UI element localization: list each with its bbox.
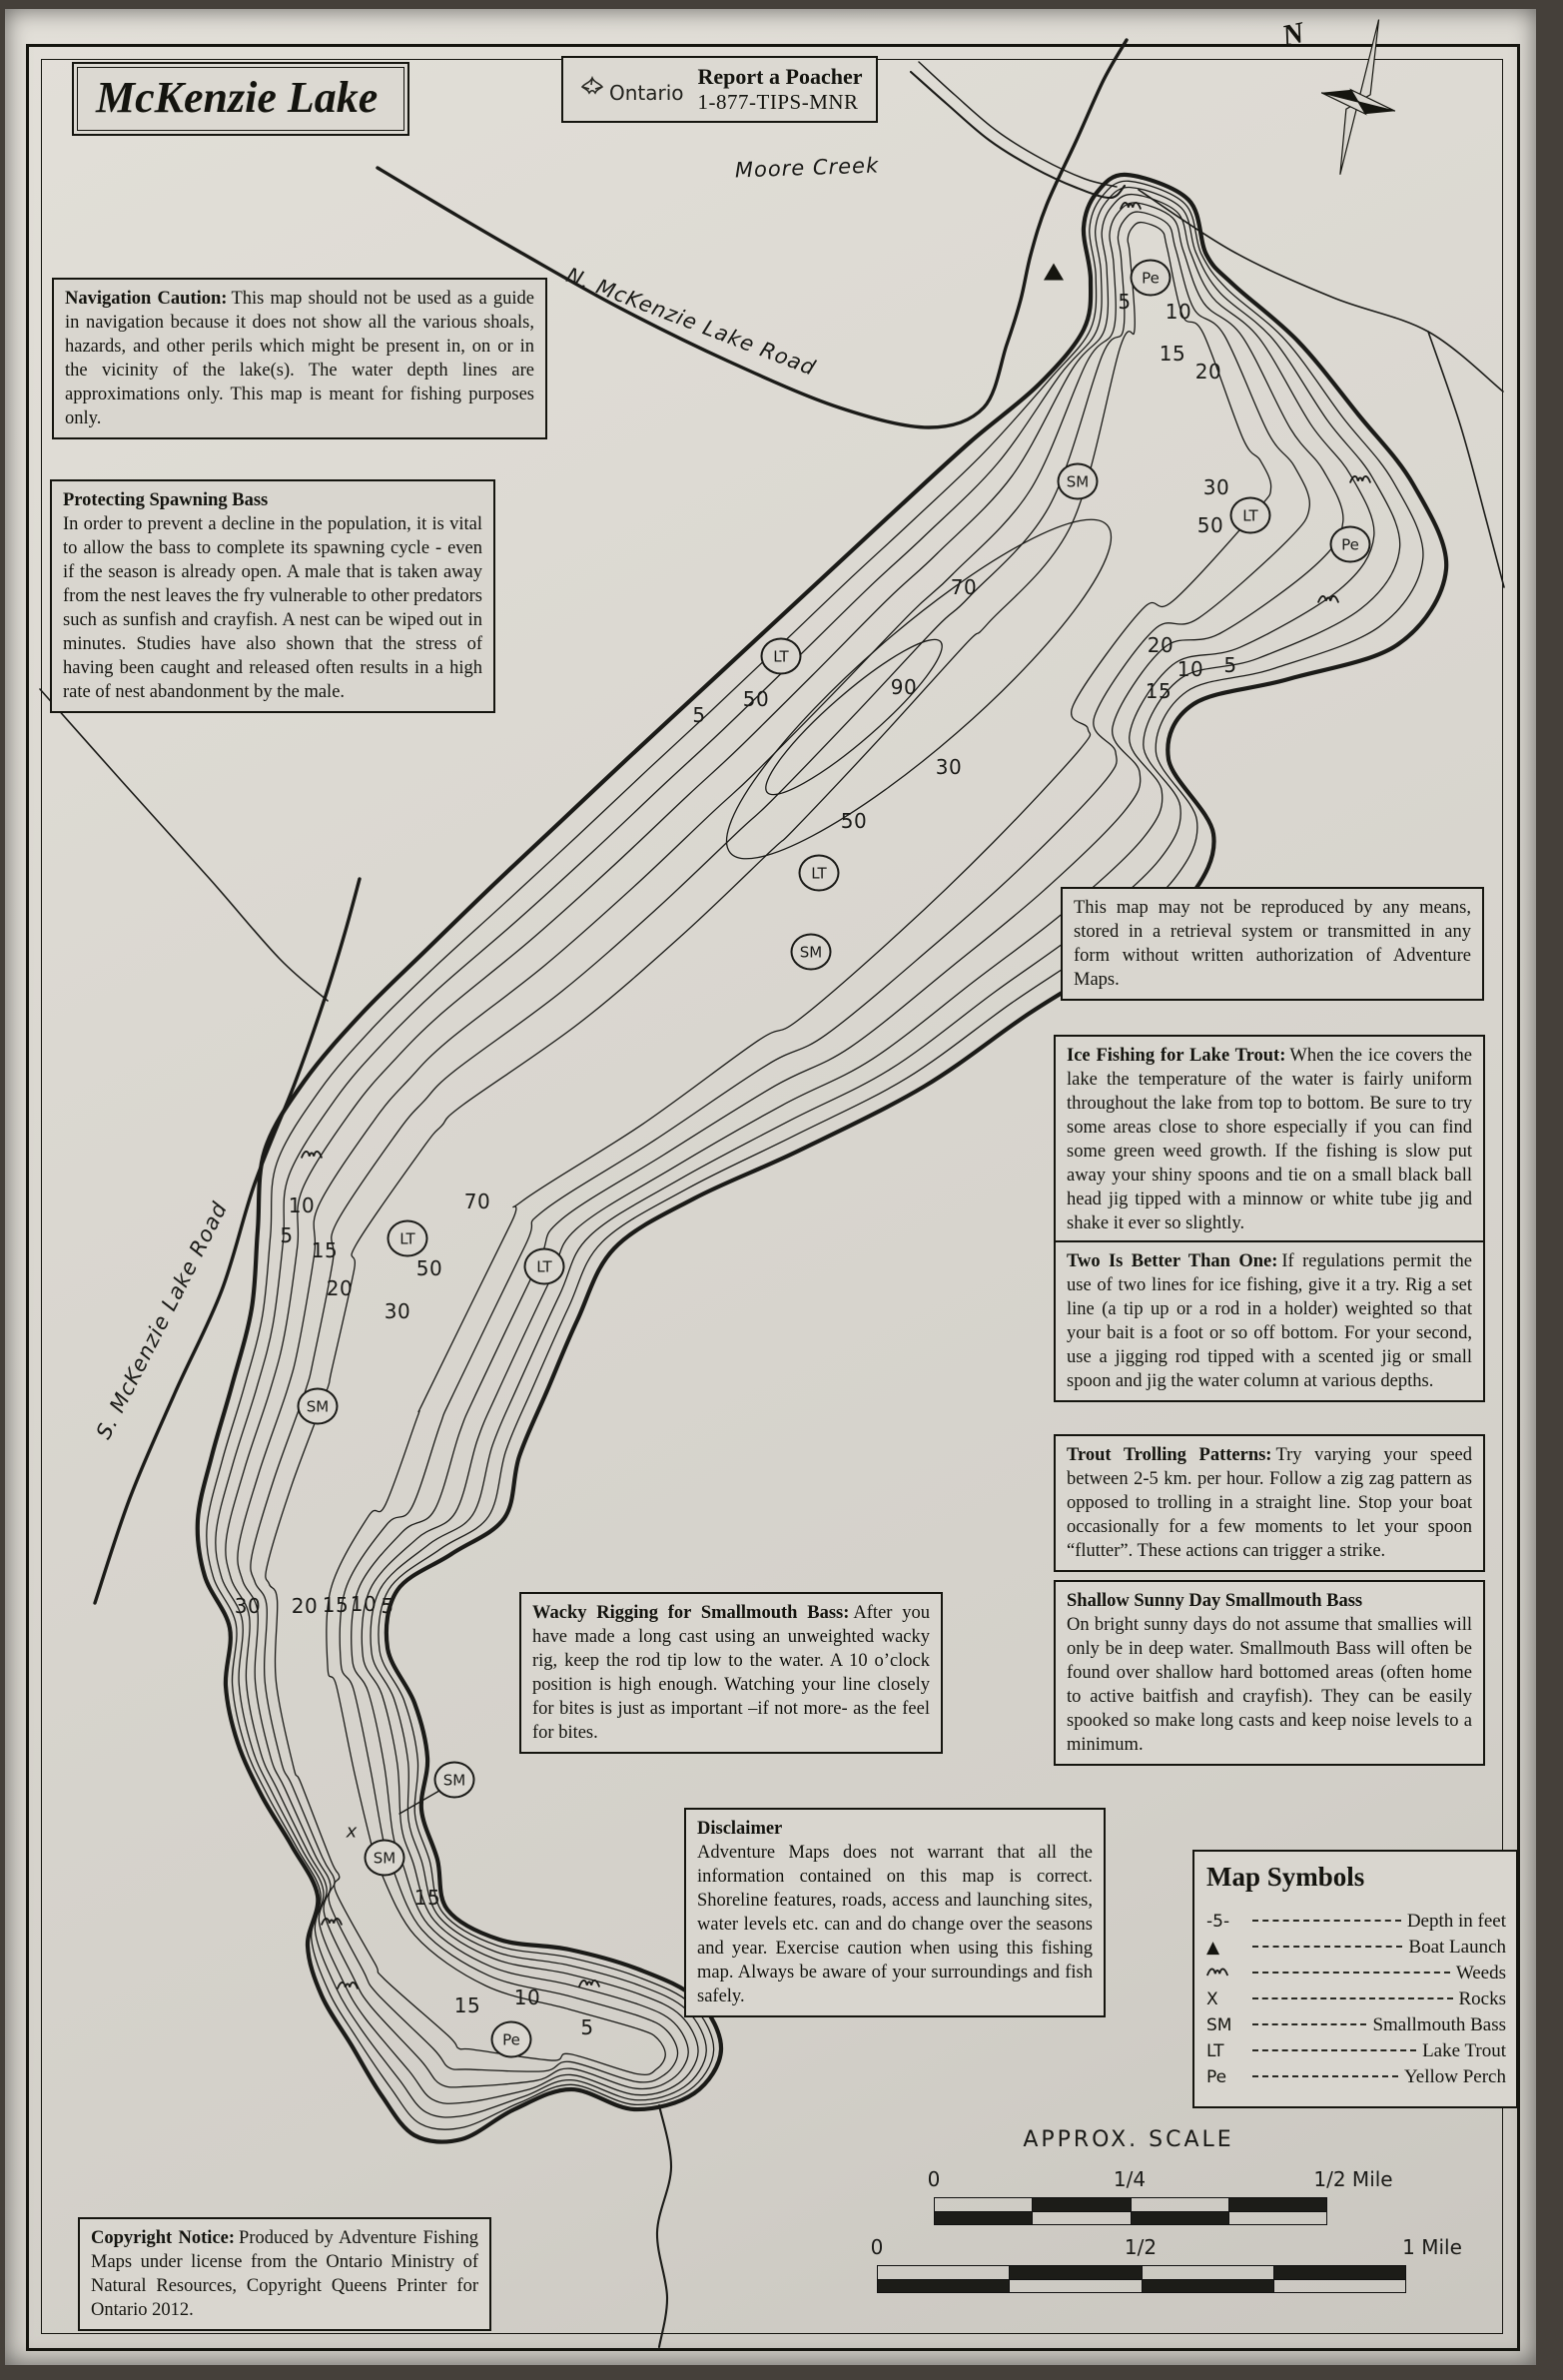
compass-north-label: N	[1278, 16, 1307, 53]
depth-label: 20	[1147, 633, 1174, 657]
depth-label: 10	[350, 1592, 378, 1616]
scale-title: APPROX. SCALE	[1023, 2127, 1234, 2152]
weeds-icon	[578, 1977, 600, 1995]
depth-label: 5	[1223, 653, 1237, 677]
reproduction-notice-text: This map may not be reproduced by any means, stored in a retrieval system or transmitted in any form without written authorization of Adventure Maps.	[1074, 898, 1471, 991]
legend-rows	[1206, 1911, 1506, 2088]
place-label: Moore Creek	[734, 153, 880, 183]
trolling-patterns-text: Try varying your speed between 2-5 km. per hour. Follow a zig zag pattern as opposed to trolling in a straight line. Stop your boat occasionally for a few moments to let your spoon “flutter”. These actions can trigger a strike.	[1067, 1445, 1472, 1562]
depth-label: 15	[311, 1238, 339, 1262]
map-symbols-legend	[1192, 1850, 1518, 2108]
weeds-icon	[301, 1148, 323, 1167]
trillium-icon	[577, 75, 607, 105]
fish-symbol-lt: LT	[1230, 497, 1271, 534]
depth-label: 50	[415, 1256, 443, 1280]
depth-label: 5	[1118, 290, 1132, 314]
rocks-icon: x	[346, 1821, 358, 1843]
legend-label: Yellow Perch	[1403, 2066, 1506, 2087]
legend-label: Rocks	[1458, 1988, 1506, 2009]
weeds-icon	[337, 1979, 359, 1997]
depth-label: 30	[384, 1299, 411, 1323]
legend-row	[1206, 2040, 1506, 2062]
legend-row	[1206, 1937, 1506, 1959]
depth-label: 50	[1196, 513, 1224, 537]
scale-bar-cell	[1010, 2266, 1142, 2279]
scale-bar-cell	[1010, 2280, 1142, 2293]
shallow-sunny-lead: Shallow Sunny Day Smallmouth Bass	[1067, 1591, 1363, 1611]
navigation-caution-lead: Navigation Caution:	[65, 289, 228, 309]
depth-label: 20	[1194, 360, 1222, 384]
depth-label: 15	[1145, 679, 1172, 703]
depth-label: 5	[280, 1223, 294, 1247]
scale-tick-label: 1 Mile	[1402, 2235, 1462, 2259]
legend-leader	[1252, 2074, 1398, 2077]
legend-leader	[1252, 1996, 1453, 1999]
scale-bar-cell	[878, 2280, 1010, 2293]
fish-symbol-sm: SM	[1058, 463, 1099, 500]
ontario-logo-text: Ontario	[609, 80, 684, 105]
legend-label: Boat Launch	[1408, 1937, 1506, 1958]
legend-label: Weeds	[1455, 1963, 1506, 1983]
fish-symbol-sm: SM	[434, 1762, 475, 1799]
scale-bar-cell	[1274, 2280, 1405, 2293]
depth-label: 15	[413, 1886, 441, 1910]
fish-symbol-lt: LT	[524, 1248, 565, 1285]
wacky-rigging-text: After you have made a long cast using an unweighted wacky rig, keep the rod tip low to the water. A 10 o’clock position is high enough. Watching your line closely for bites is just as important –if not more- as the feel for bites.	[532, 1603, 930, 1744]
trolling-patterns-lead: Trout Trolling Patterns:	[1067, 1445, 1272, 1465]
ice-fishing-lead: Ice Fishing for Lake Trout:	[1067, 1046, 1286, 1066]
copyright-lead: Copyright Notice:	[91, 2228, 236, 2248]
depth-label: 10	[1165, 300, 1192, 324]
shallow-sunny-note	[1054, 1580, 1485, 1766]
legend-symbol: SM	[1206, 2015, 1232, 2035]
spawning-bass-text: In order to prevent a decline in the population, it is vital to allow the bass to complete its spawning cycle - even if the season is already open. A male that is taken away from the nest leaves the fry vulnerable to other predators such as sunfish and crayfish. A nest can be wiped out in minutes. Studies have also shown that the stress of having been caught and released often results in a high rate of nest abandonment by the male.	[63, 514, 482, 703]
legend-title: Map Symbols	[1206, 1862, 1365, 1892]
depth-label: 10	[513, 1985, 541, 2009]
spawning-bass-note	[50, 479, 495, 713]
legend-row	[1206, 1911, 1506, 1933]
ontario-logo	[577, 75, 684, 105]
scale-bar-cell	[1033, 2198, 1131, 2211]
scale-bar-cell	[1229, 2212, 1326, 2225]
weeds-icon	[1206, 1964, 1252, 1983]
disclaimer-note	[684, 1808, 1106, 2017]
legend-symbol: X	[1206, 1989, 1218, 2009]
navigation-caution-text: This map should not be used as a guide in navigation because it does not show all the various shoals, hazards, and other perils which might be present in, on or in the vicinity of the lake(s). The water depth lines are approximations only. This map is meant for fishing purposes only.	[65, 289, 534, 429]
ice-fishing-text: When the ice covers the lake the temperature of the water is fairly uniform throughout the lake from top to bottom. Be sure to try some areas close to shore especially if you can find some green weed growth. If the fishing is slow put away your shiny spoons and tie on a small black ball head jig tipped with a minnow or white tube jig and shake it ever so slightly.	[1067, 1046, 1472, 1234]
trolling-patterns-note	[1054, 1434, 1485, 1572]
scale-bar-cell	[935, 2198, 1033, 2211]
depth-label: 70	[463, 1190, 491, 1213]
depth-label: 5	[580, 2015, 594, 2039]
scale-bar	[877, 2265, 1406, 2293]
scale-tick-label: 1/2 Mile	[1313, 2167, 1393, 2191]
depth-label: 15	[322, 1593, 350, 1617]
legend-leader	[1252, 1945, 1402, 1948]
scale-bar-cell	[878, 2266, 1010, 2279]
depth-label: 15	[1159, 342, 1186, 366]
weeds-icon	[1120, 199, 1142, 218]
navigation-caution-note	[52, 278, 547, 439]
two-lines-lead: Two Is Better Than One:	[1067, 1251, 1278, 1271]
scale-bar	[934, 2197, 1327, 2225]
fish-symbol-sm: SM	[365, 1840, 405, 1877]
scale-bar-cell	[1143, 2266, 1274, 2279]
fish-symbol-pe: Pe	[1131, 260, 1172, 297]
scale-bar-cell	[1132, 2198, 1229, 2211]
wacky-rigging-note	[519, 1592, 943, 1754]
depth-label: 50	[742, 687, 770, 711]
depth-label: 30	[935, 755, 963, 779]
report-poacher-line1: Report a Poacher	[697, 64, 863, 89]
fish-symbol-lt: LT	[761, 638, 802, 675]
boat-launch-icon	[1044, 264, 1064, 281]
fish-symbol-sm: SM	[791, 934, 832, 971]
copyright-text: Produced by Adventure Fishing Maps under license from the Ontario Ministry of Natural Resources, Copyright Queens Printer for Ontario 2012.	[91, 2228, 478, 2321]
copyright-note	[78, 2217, 491, 2331]
depth-label: 30	[1202, 475, 1230, 499]
scale-tick-label: 0	[870, 2235, 884, 2259]
scale-bar-cell	[1143, 2280, 1274, 2293]
scale-tick-label: 1/4	[1113, 2167, 1147, 2191]
scale-tick-label: 0	[927, 2167, 941, 2191]
legend-label: Smallmouth Bass	[1372, 2014, 1506, 2035]
page-title: McKenzie Lake	[96, 73, 379, 122]
fish-symbol-lt: LT	[799, 855, 840, 892]
weeds-icon	[321, 1915, 343, 1934]
scale-bar-cell	[1033, 2212, 1131, 2225]
scale-bar-cell	[1132, 2212, 1229, 2225]
depth-label: 10	[1176, 657, 1204, 681]
legend-symbol: -5-	[1206, 1912, 1230, 1932]
legend-leader	[1252, 1971, 1450, 1974]
legend-leader	[1252, 1919, 1401, 1922]
depth-label: 30	[234, 1594, 262, 1618]
legend-label: Lake Trout	[1422, 2040, 1506, 2061]
weeds-icon	[1349, 472, 1371, 491]
depth-label: 5	[381, 1594, 394, 1618]
fish-symbol-pe: Pe	[491, 2021, 532, 2058]
report-poacher-line2: 1-877-TIPS-MNR	[697, 90, 859, 114]
report-poacher-box	[561, 56, 878, 123]
depth-label: 15	[453, 1993, 481, 2017]
scale-bar-cell	[1229, 2198, 1326, 2211]
depth-label: 70	[950, 575, 978, 599]
fish-symbol-sm: SM	[298, 1388, 339, 1425]
scale-bar-cell	[1274, 2266, 1405, 2279]
disclaimer-lead: Disclaimer	[697, 1819, 783, 1839]
weeds-icon	[1317, 592, 1339, 611]
depth-label: 10	[288, 1193, 316, 1217]
depth-label: 50	[840, 809, 868, 833]
fish-symbol-lt: LT	[388, 1220, 428, 1257]
scale-bar-cell	[935, 2212, 1033, 2225]
spawning-bass-lead: Protecting Spawning Bass	[63, 490, 269, 510]
fish-symbol-pe: Pe	[1330, 526, 1371, 563]
legend-symbol: ▲	[1206, 1938, 1220, 1958]
legend-symbol: Pe	[1206, 2067, 1227, 2087]
lake-title-box	[72, 62, 409, 136]
legend-symbol: LT	[1206, 2041, 1224, 2061]
two-lines-text: If regulations permit the use of two lines for ice fishing, give it a try. Rig a set line (a tip up or a rod in a holder) weighted so that your bait is a foot or so off bottom. For your second, use a jigging rod tipped with a scented jig or small spoon and jig the water column at various depths.	[1067, 1251, 1472, 1392]
legend-row	[1206, 2014, 1506, 2036]
legend-row	[1206, 1988, 1506, 2010]
legend-leader	[1252, 2048, 1416, 2051]
place-label: N. McKenzie Lake Road	[562, 263, 820, 381]
wacky-rigging-lead: Wacky Rigging for Smallmouth Bass:	[532, 1603, 850, 1623]
legend-row	[1206, 2066, 1506, 2088]
legend-label: Depth in feet	[1406, 1911, 1506, 1932]
depth-label: 20	[326, 1276, 354, 1300]
disclaimer-text: Adventure Maps does not warrant that all the information contained on this map is correct. Shoreline features, roads, access and launching sites, water levels etc. can and do change over the seasons and year. Exercise caution when using this fishing map. Always be aware of your surroundings and fish safely.	[697, 1843, 1093, 2007]
two-lines-note	[1054, 1240, 1485, 1402]
depth-label: 5	[692, 703, 706, 727]
legend-row	[1206, 1963, 1506, 1984]
reproduction-notice-note	[1061, 887, 1484, 1001]
ice-fishing-note	[1054, 1035, 1485, 1244]
depth-label: 90	[890, 675, 918, 699]
place-label: S. McKenzie Lake Road	[91, 1197, 233, 1443]
legend-leader	[1252, 2022, 1366, 2025]
depth-label: 20	[291, 1594, 319, 1618]
scale-tick-label: 1/2	[1124, 2235, 1158, 2259]
shallow-sunny-text: On bright sunny days do not assume that smallies will only be in deep water. Smallmouth Bass will often be found over shallow hard bottomed areas (often home to active baitfish and crayfish). They can be easily spooked so make long casts and keep noise levels to a minimum.	[1067, 1615, 1472, 1756]
